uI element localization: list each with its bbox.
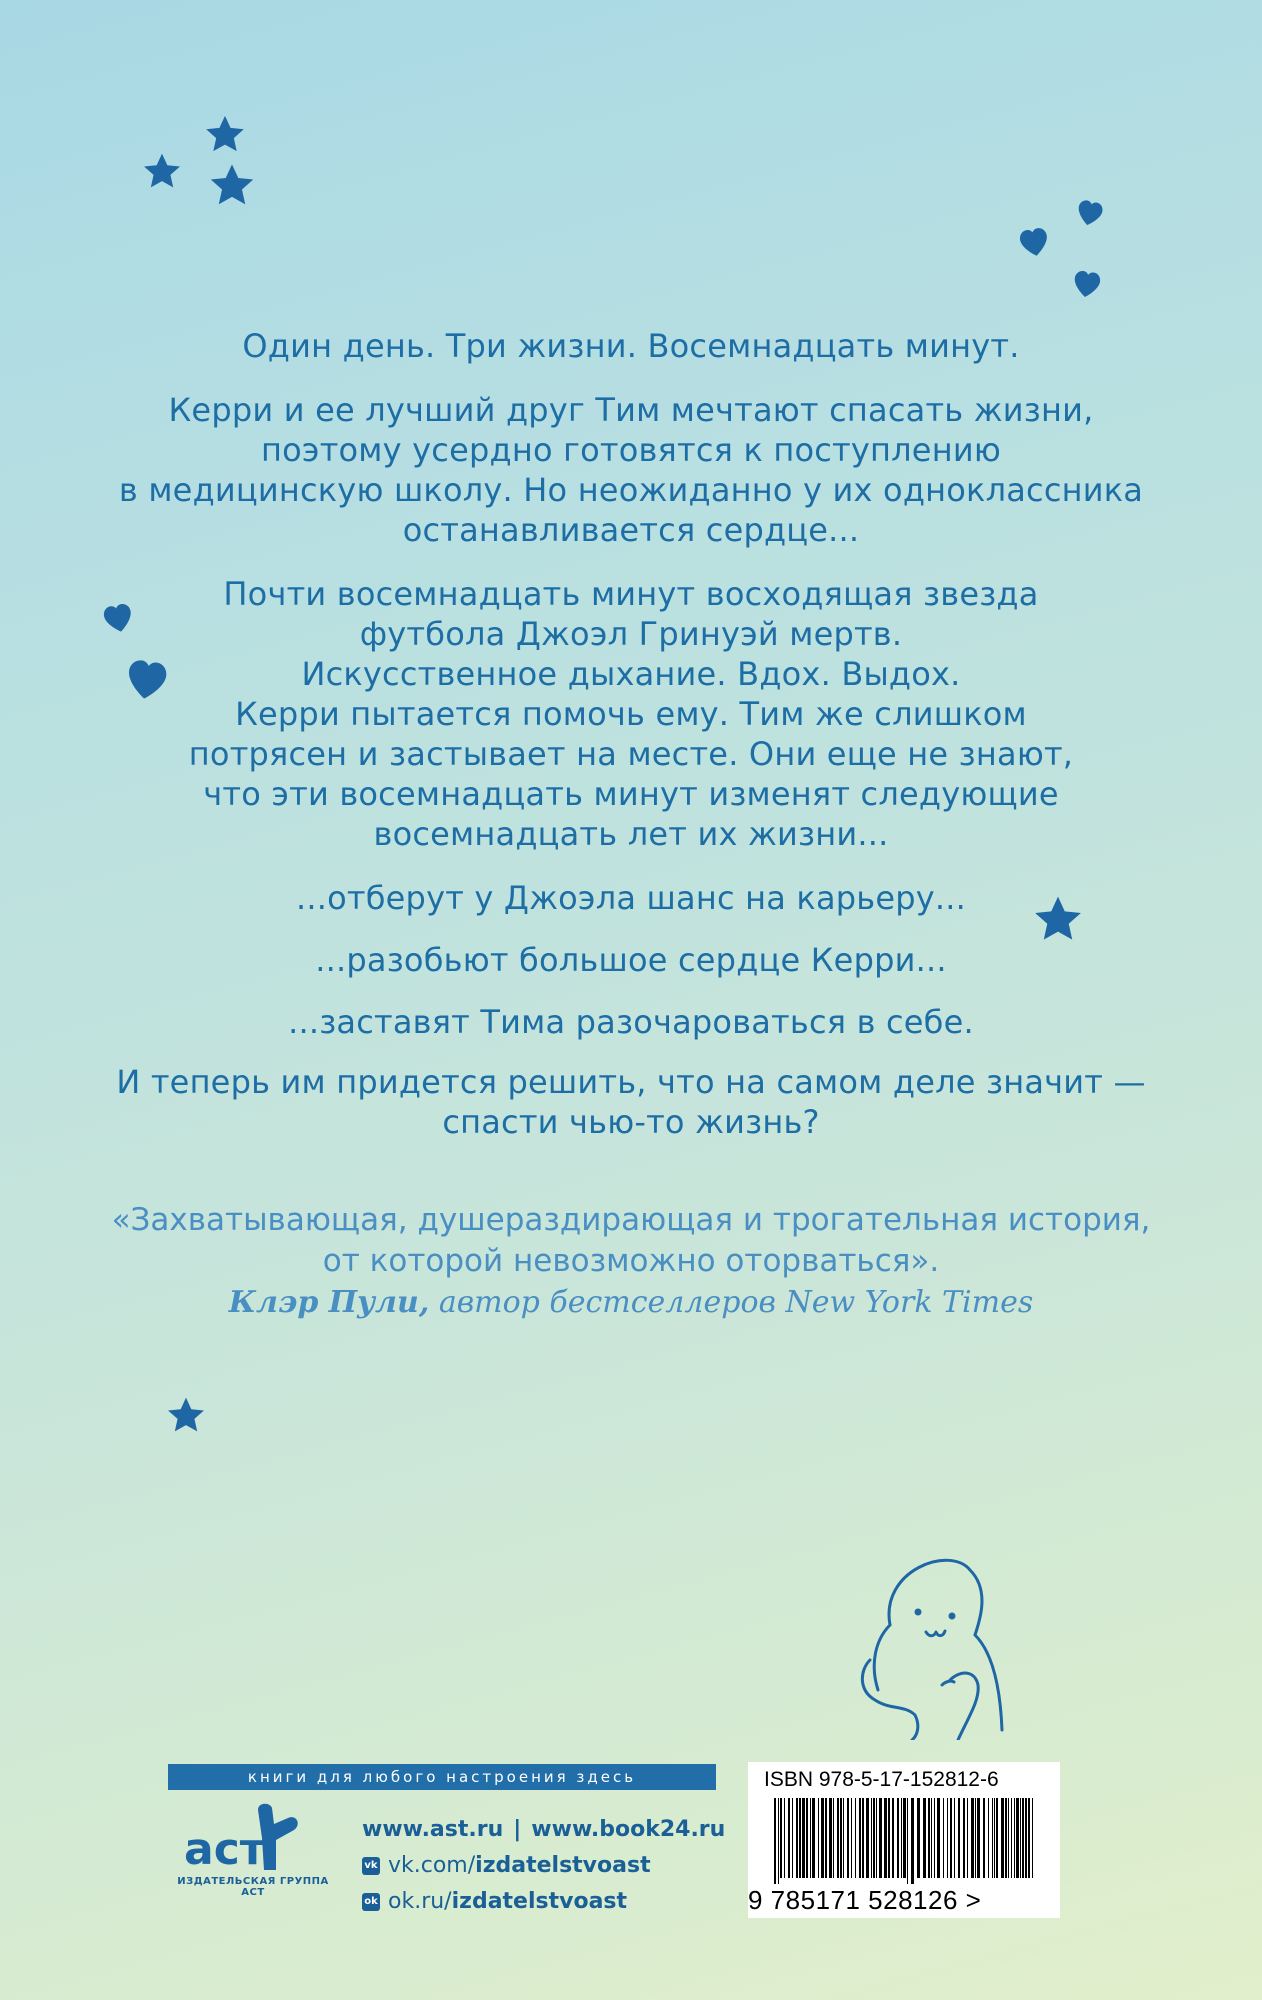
vk-handle: izdatelstvoast: [475, 1853, 651, 1878]
barcode: [774, 1798, 1038, 1884]
barcode-bar: [983, 1798, 985, 1878]
barcode-bar: [1032, 1798, 1033, 1878]
barcode-bar: [796, 1798, 798, 1878]
quote-line: «Захватывающая, душераздирающая и трогательная история,: [111, 1202, 1151, 1238]
barcode-bar: [810, 1798, 811, 1878]
barcode-bar: [996, 1798, 998, 1878]
barcode-bar: [1014, 1798, 1015, 1878]
barcode-bar: [1011, 1798, 1012, 1878]
barcode-bar: [943, 1798, 944, 1878]
barcode-bar: [897, 1798, 899, 1878]
websites-row: [362, 1812, 725, 1848]
barcode-bar: [859, 1798, 861, 1878]
blurb-line: ...заставят Тима разочароваться в себе.: [288, 1003, 974, 1041]
blurb-line: ...разобьют большое сердце Керри...: [315, 941, 947, 979]
barcode-bar: [1016, 1798, 1019, 1878]
barcode-bar: [876, 1798, 877, 1878]
barcode-bar: [937, 1798, 940, 1878]
barcode-bar: [821, 1798, 824, 1878]
tagline-bar: книги для любого настроения здесь: [168, 1764, 716, 1790]
blurb-line: ...отберут у Джоэла шанс на карьеру...: [296, 879, 966, 917]
barcode-bar: [1022, 1798, 1024, 1878]
blurb-line-4: [60, 940, 1202, 980]
barcode-bar: [971, 1798, 974, 1878]
barcode-bar: [879, 1798, 882, 1878]
heart-icon: [1068, 264, 1106, 302]
barcode-bar: [963, 1798, 965, 1878]
barcode-bar: [903, 1798, 906, 1878]
barcode-bar: [917, 1798, 920, 1878]
blurb-line-3: [60, 878, 1202, 918]
vk-icon: vk: [362, 1857, 380, 1875]
website-book24-link[interactable]: www.book24.ru: [531, 1817, 726, 1842]
blurb-line-5: [60, 1002, 1202, 1042]
doodle-creature: [850, 1540, 1040, 1740]
barcode-bar: [928, 1798, 930, 1878]
vk-domain: vk.com/: [388, 1853, 476, 1878]
blurb-line: Керри и ее лучший друг Тим мечтают спасать жизни,: [168, 391, 1094, 429]
barcode-bar: [799, 1798, 801, 1878]
barcode-bar: [901, 1798, 902, 1878]
barcode-bar: [792, 1798, 793, 1878]
barcode-bar: [992, 1798, 993, 1878]
barcode-bar: [862, 1798, 864, 1878]
barcode-bar: [947, 1798, 948, 1878]
barcode-bar: [1008, 1798, 1009, 1878]
star-icon: [206, 160, 258, 212]
barcode-bar: [847, 1798, 849, 1878]
barcode-bar: [866, 1798, 869, 1878]
website-ast-link[interactable]: www.ast.ru: [362, 1817, 504, 1842]
barcode-bar: [774, 1798, 776, 1884]
barcode-bar: [977, 1798, 980, 1878]
barcode-bar: [1001, 1798, 1004, 1878]
star-icon: [164, 1394, 208, 1438]
blurb-line: спасти чью-то жизнь?: [442, 1103, 820, 1141]
blurb-line: Искусственное дыхание. Вдох. Выдох.: [301, 655, 961, 693]
barcode-digits: 9 785171 528126 >: [748, 1885, 982, 1915]
barcode-bar: [871, 1798, 872, 1878]
barcode-bar: [873, 1798, 875, 1878]
barcode-bar: [975, 1798, 976, 1878]
blurb-paragraph-6: [60, 1062, 1202, 1142]
barcode-bar: [851, 1798, 852, 1878]
barcode-bar: [837, 1798, 839, 1878]
barcode-bar: [778, 1798, 779, 1884]
links-separator: |: [513, 1817, 522, 1842]
heart-icon: [1071, 193, 1109, 231]
ast-logo: [176, 1798, 326, 1876]
star-icon: [140, 150, 184, 194]
barcode-bar: [1005, 1798, 1007, 1878]
barcode-bar: [812, 1798, 815, 1878]
quote-author: Клэр Пули,: [228, 1285, 430, 1320]
quote-attribution: [60, 1282, 1202, 1323]
star-icon: [202, 112, 248, 158]
barcode-bar: [802, 1798, 805, 1878]
barcode-bar: [967, 1798, 968, 1878]
blurb-lead: [60, 326, 1202, 366]
barcode-bar: [931, 1798, 932, 1878]
heart-icon: [1013, 221, 1054, 261]
barcode-bar: [833, 1798, 834, 1878]
review-quote: [60, 1200, 1202, 1323]
ok-row[interactable]: [362, 1884, 725, 1920]
barcode-bar: [934, 1798, 935, 1878]
barcode-bar: [843, 1798, 844, 1878]
barcode-box: [748, 1762, 1060, 1918]
vk-row[interactable]: [362, 1848, 725, 1884]
barcode-bar: [1025, 1798, 1027, 1878]
blurb-line: Почти восемнадцать минут восходящая звезда: [223, 575, 1039, 613]
blurb-line: футбола Джоэл Гринуэй мертв.: [359, 615, 903, 653]
ok-handle: izdatelstvoast: [451, 1889, 628, 1914]
barcode-bar: [840, 1798, 842, 1878]
barcode-bar: [825, 1798, 827, 1878]
ok-domain: ok.ru/: [388, 1889, 452, 1914]
blurb-paragraph-1: [60, 390, 1202, 550]
barcode-bar: [950, 1798, 952, 1878]
blurb-lead-text: Один день. Три жизни. Восемнадцать минут.: [242, 327, 1020, 365]
blurb-line: поэтому усердно готовятся к поступлению: [261, 431, 1001, 469]
blurb-line: восемнадцать лет их жизни...: [373, 815, 889, 853]
barcode-bar: [788, 1798, 790, 1878]
blurb-line: что эти восемнадцать минут изменят следующие: [203, 775, 1059, 813]
ast-logo-text: аст: [184, 1824, 266, 1875]
barcode-bar: [1020, 1798, 1021, 1878]
quote-author-note: автор бестселлеров New York Times: [429, 1285, 1034, 1320]
barcode-bar: [994, 1798, 995, 1878]
barcode-bar: [911, 1798, 914, 1884]
barcode-bar: [923, 1798, 926, 1878]
barcode-bar: [1028, 1798, 1030, 1878]
barcode-bar: [954, 1798, 955, 1878]
quote-line: от которой невозможно оторваться».: [322, 1243, 940, 1279]
barcode-bar: [780, 1798, 782, 1878]
barcode-bar: [806, 1798, 808, 1878]
isbn-text: ISBN 978-5-17-152812-6: [764, 1768, 999, 1791]
barcode-bar: [818, 1798, 819, 1878]
barcode-bar: [958, 1798, 960, 1878]
blurb-line: в медицинскую школу. Но неожиданно у их одноклассника: [118, 471, 1144, 509]
barcode-bar: [888, 1798, 890, 1878]
blurb-line: потрясен и застывает на месте. Они еще не знают,: [188, 735, 1074, 773]
barcode-bar: [784, 1798, 785, 1878]
barcode-bar: [855, 1798, 856, 1878]
barcode-bar: [907, 1798, 908, 1884]
blurb-line: И теперь им придется решить, что на самом деле значит —: [116, 1063, 1146, 1101]
blurb-line: Керри пытается помочь ему. Тим же слишком: [235, 695, 1027, 733]
blurb-line: останавливается сердце...: [402, 511, 860, 549]
barcode-bar: [884, 1798, 887, 1878]
blurb-paragraph-2: [60, 574, 1202, 854]
barcode-bar: [829, 1798, 832, 1878]
publisher-links: [362, 1812, 725, 1920]
ok-icon: ok: [362, 1893, 380, 1911]
publisher-name: ИЗДАТЕЛЬСКАЯ ГРУППА АСТ: [177, 1876, 329, 1898]
barcode-bar: [988, 1798, 989, 1878]
barcode-bar: [892, 1798, 894, 1878]
